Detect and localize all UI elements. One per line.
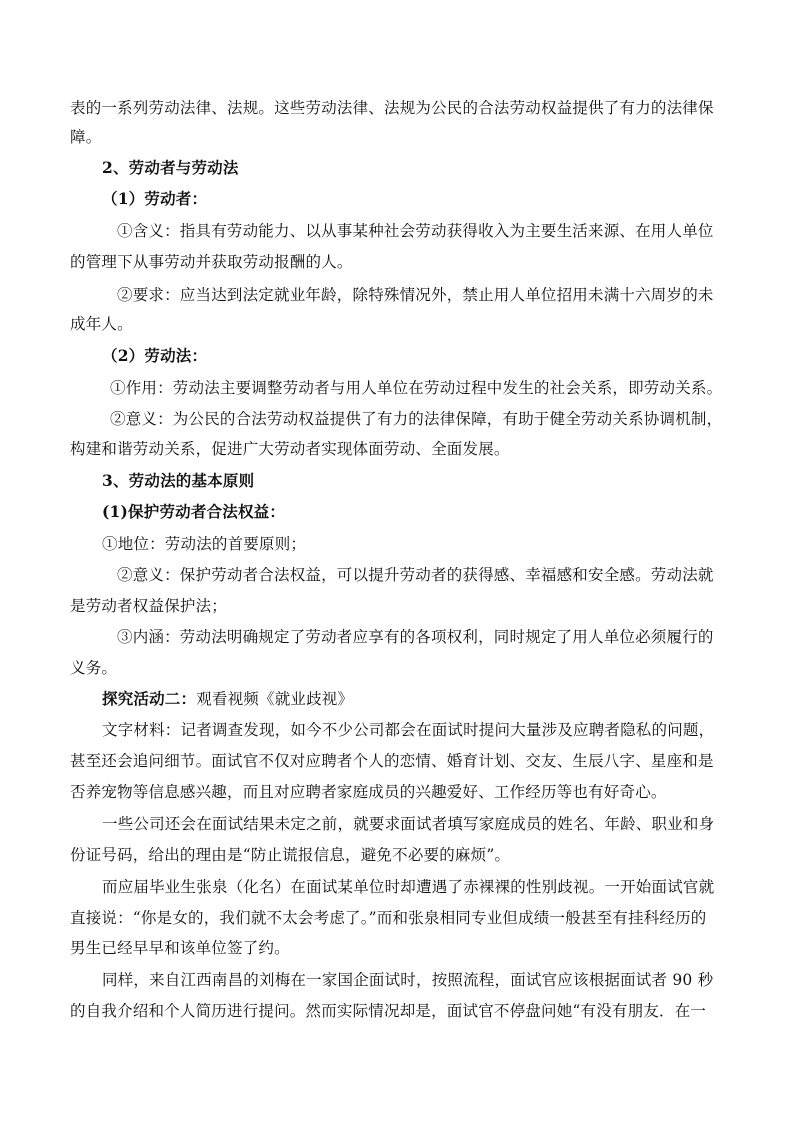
paragraph-line: 而应届毕业生张泉（化名）在面试某单位时却遭遇了赤裸裸的性别歧视。一开始面试官就 <box>102 878 715 896</box>
section-heading: 2、劳动者与劳动法 <box>102 158 239 177</box>
paragraph-line: 的自我介绍和个人简历进行提问。然而实际情况却是，面试官不停盘问她“有没有朋友．在一 <box>70 1002 707 1020</box>
activity-line <box>102 689 353 709</box>
paragraph-line: ②要求：应当达到法定就业年龄，除特殊情况外，禁止用人单位招用未满十六周岁的未 <box>117 286 714 304</box>
paragraph-line: 甚至还会追问细节。面试官不仅对应聘者个人的恋情、婚育计划、交友、生辰八字、星座和是 <box>70 752 714 770</box>
section-heading: 3、劳动法的基本原则 <box>102 471 255 490</box>
paragraph-line: 份证号码，给出的理由是“防止谎报信息，避免不必要的麻烦”。 <box>70 846 511 864</box>
paragraph-line: ①含义：指具有劳动能力、以从事某种社会劳动获得收入为主要生活来源、在用人单位 <box>117 222 714 240</box>
paragraph-line: 表的一系列劳动法律、法规。这些劳动法律、法规为公民的合法劳动权益提供了有力的法律保 <box>70 99 714 117</box>
activity-label: 探究活动二： <box>102 689 197 708</box>
paragraph-line: 一些公司还会在面试结果未定之前，就要求面试者填写家庭成员的姓名、年龄、职业和身 <box>102 815 715 833</box>
paragraph-line: 构建和谐劳动关系，促进广大劳动者实现体面劳动、全面发展。 <box>70 440 510 458</box>
paragraph-line: 的管理下从事劳动并获取劳动报酬的人。 <box>70 253 353 271</box>
subsection-heading: （2）劳动法： <box>102 346 208 365</box>
subsection-heading: （1）劳动者： <box>102 189 208 208</box>
paragraph-line: 直接说：“你是女的，我们就不太会考虑了。”而和张泉相同专业但成绩一般甚至有挂科经历的 <box>70 909 707 927</box>
paragraph-line: ③内涵：劳动法明确规定了劳动者应享有的各项权利，同时规定了用人单位必须履行的 <box>117 628 714 646</box>
paragraph-line: 否养宠物等信息感兴趣，而且对应聘者家庭成员的兴趣爱好、工作经历等也有好奇心。 <box>70 783 667 801</box>
paragraph-line: ①作用：劳动法主要调整劳动者与用人单位在劳动过程中发生的社会关系，即劳动关系。 <box>110 379 723 397</box>
activity-title: 观看视频《就业歧视》 <box>196 690 354 708</box>
paragraph-line: 成年人。 <box>70 315 133 333</box>
paragraph-line: 障。 <box>70 128 102 146</box>
paragraph-line: 文字材料：记者调查发现，如今不少公司都会在面试时提问大量涉及应聘者隐私的问题， <box>102 721 715 739</box>
paragraph-line: ①地位：劳动法的首要原则； <box>102 535 307 553</box>
paragraph-line: 是劳动者权益保护法； <box>70 597 228 615</box>
paragraph-line: ②意义：保护劳动者合法权益，可以提升劳动者的获得感、幸福感和安全感。劳动法就 <box>117 566 714 584</box>
paragraph-line: 义务。 <box>70 659 118 677</box>
subsection-heading: (1)保护劳动者合法权益： <box>102 502 286 521</box>
paragraph-line: 同样，来自江西南昌的刘梅在一家国企面试时，按照流程，面试官应该根据面试者 90 秒 <box>102 971 714 989</box>
paragraph-line: ②意义：为公民的合法劳动权益提供了有力的法律保障，有助于健全劳动关系协调机制， <box>110 410 723 428</box>
paragraph-line: 男生已经早早和该单位签了约。 <box>70 939 290 957</box>
